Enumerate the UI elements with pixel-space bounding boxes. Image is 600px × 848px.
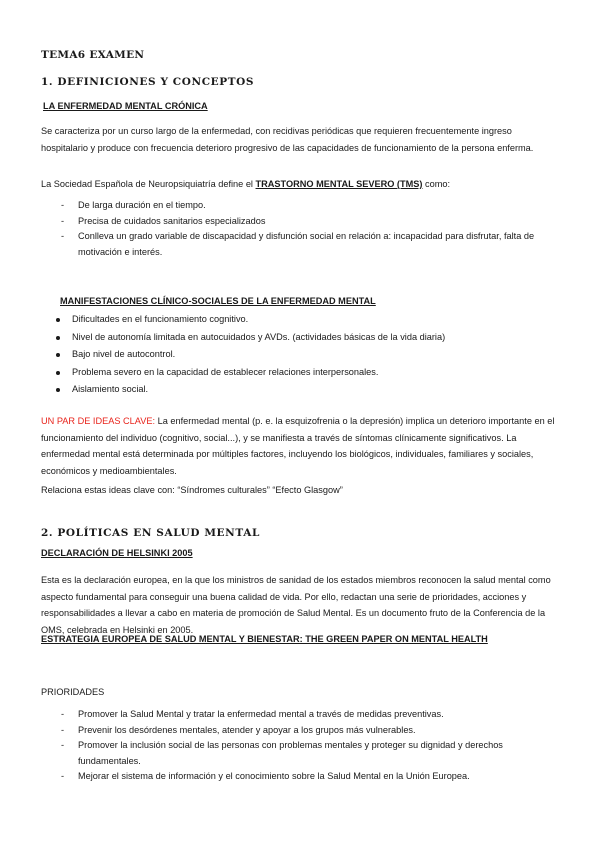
list-item: Nivel de autonomía limitada en autocuidados y AVDs. (actividades básicas de la vida diaria) <box>55 330 555 346</box>
paragraph-helsinki: Esta es la declaración europea, en la que los ministros de sanidad de los estados miembros reconocen la salud mental como aspecto fundamental para conseguir una buena calidad de vida. Por ello, redactan una serie de prioridades, acciones y responsabilidades a llevar a cabo en materia de promoción de Salud Mental. Es un documento fruto de la Conferencia de la OMS, celebrada en Helsinki en 2005. <box>41 575 551 635</box>
paragraph-key-ideas: UN PAR DE IDEAS CLAVE: La enfermedad mental (p. e. la esquizofrenia o la depresión) implica un deterioro importante en el funcionamiento del individuo (cognitivo, social...), y se manifiesta a través de síntomas clínicamente significativos. La enfermedad mental está determinada por múltiples factores, incluyendo los biológicos, individuales, familiares y sociales, económicos y medioambientales. <box>41 416 555 476</box>
paragraph-tms-intro: La Sociedad Española de Neuropsiquiatría define el TRASTORNO MENTAL SEVERO (TMS) como: <box>41 179 451 189</box>
list-item: Bajo nivel de autocontrol. <box>55 347 555 363</box>
priorities-list <box>61 707 531 785</box>
tms-list <box>61 198 551 260</box>
list-item: - Promover la inclusión social de las personas con problemas mentales y proteger su dignidad y derechos fundamentales. <box>61 738 531 769</box>
tms-term: TRASTORNO MENTAL SEVERO (TMS) <box>255 179 423 189</box>
list-item: Aislamiento social. <box>55 382 555 398</box>
subheading-helsinki: DECLARACIÓN DE HELSINKI 2005 <box>41 548 193 558</box>
list-item: - Promover la Salud Mental y tratar la enfermedad mental a través de medidas preventivas. <box>61 707 531 723</box>
subheading-manifestations: MANIFESTACIONES CLÍNICO-SOCIALES DE LA ENFERMEDAD MENTAL <box>60 296 376 306</box>
subheading-green-paper: ESTRATEGIA EUROPEA DE SALUD MENTAL Y BIENESTAR: THE GREEN PAPER ON MENTAL HEALTH <box>41 634 488 644</box>
key-ideas-label: UN PAR DE IDEAS CLAVE: <box>41 416 156 426</box>
paragraph-chronic-definition: Se caracteriza por un curso largo de la enfermedad, con recidivas periódicas que requieren frecuentemente ingreso hospitalario y produce con frecuencia deterioro progresivo de las capacidades de funcionamiento de la persona enferma. <box>41 126 534 153</box>
list-item: - Prevenir los desórdenes mentales, atender y apoyar a los grupos más vulnerables. <box>61 723 531 739</box>
section1-heading: 1. DEFINICIONES Y CONCEPTOS <box>41 76 255 88</box>
subheading-chronic-illness: LA ENFERMEDAD MENTAL CRÓNICA <box>43 101 208 111</box>
list-item: - Precisa de cuidados sanitarios especializados <box>61 214 551 230</box>
list-item: - De larga duración en el tiempo. <box>61 198 551 214</box>
document-title: TEMA6 EXAMEN <box>41 49 145 61</box>
manifestations-list <box>55 312 555 400</box>
section2-heading: 2. POLÍTICAS EN SALUD MENTAL <box>41 527 260 539</box>
list-item: Problema severo en la capacidad de establecer relaciones interpersonales. <box>55 365 555 381</box>
paragraph-relate: Relaciona estas ideas clave con: “Síndromes culturales” “Efecto Glasgow” <box>41 485 343 495</box>
list-item: - Mejorar el sistema de información y el conocimiento sobre la Salud Mental en la Unión Europea. <box>61 769 531 785</box>
list-item: - Conlleva un grado variable de discapacidad y disfunción social en relación a: incapacidad para disfrutar, falta de motivación e interés. <box>61 229 551 260</box>
list-item: Dificultades en el funcionamiento cognitivo. <box>55 312 555 328</box>
priorities-label: PRIORIDADES <box>41 687 105 697</box>
